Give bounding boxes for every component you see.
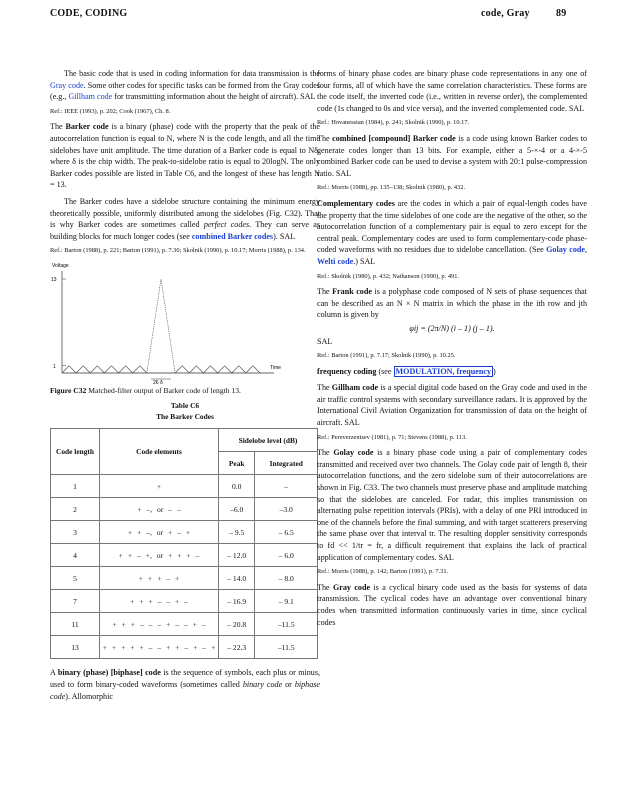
cell-length: 13 — [51, 636, 100, 659]
reference-line: Ref.: Skolnik (1980), p. 432; Nathanson (1990), p. 491. — [317, 272, 460, 280]
sidelobe-mark — [232, 366, 246, 373]
cell-elements: + + – +, or + + + – — [100, 544, 219, 567]
cell-length: 11 — [51, 613, 100, 636]
x-span-label: 26 δ — [153, 379, 163, 386]
table-title: Table C6 The Barker Codes — [156, 401, 214, 421]
cell-peak: – 22.3 — [219, 636, 255, 659]
frank-formula: φij = (2π/N) (i – 1) (j – 1). — [409, 323, 495, 333]
reference-line: Ref.: Barton (1991), p. 7.17; Skolnik (1990), p. 10.25. — [317, 352, 456, 360]
cell-peak: – 14.0 — [219, 567, 255, 590]
combined-barker-link[interactable]: combined Barker codes — [191, 231, 274, 241]
cell-elements: + — [100, 475, 219, 498]
cell-peak: – 12.0 — [219, 544, 255, 567]
sidelobe-mark — [76, 366, 90, 373]
frank-code-paragraph: The Frank code is a polyphase code composed of N sets of phase sequences that can be described as an N × N matrix in which the phase in the ith row and jth column is given by — [317, 287, 587, 320]
barker-code-paragraph: The Barker code is a binary (phase) code with the property that the peak of the autocorrelation function is equal to N, where N is the code length, and all the time sidelobes have unit amplitude. The time duration of a Barker code is equal to Nδ, where δ is the chip width. The peak-to-sidelobe ratio is equal to 20logN. The only Barker codes possible are listed in Table C6, and the longest of these has length N = 13. — [50, 122, 321, 190]
cell-elements: + + + – – – + – – + – — [100, 613, 219, 636]
cell-peak: – 16.9 — [219, 590, 255, 613]
figure-caption: Figure C32 Matched-filter output of Barker code of length 13. — [50, 385, 241, 395]
sidelobe-mark — [133, 366, 147, 373]
figure-c32 — [50, 261, 320, 386]
table-row — [51, 498, 318, 521]
table-row — [51, 521, 318, 544]
cell-length: 4 — [51, 544, 100, 567]
sidelobe-mark — [189, 366, 203, 373]
barker-sidelobe-paragraph: The Barker codes have a sidelobe structure containing the minimum energy theoretically possible, uniformly distributed among the sidelobes (Fig. C32). That is why Barker codes are sometimes called perfect codes. They can serve as building blocks for much longer codes (see combined Barker codes). SAL — [50, 196, 320, 241]
col-header-peak: Peak — [219, 452, 255, 475]
sidelobe-mark — [104, 366, 118, 373]
cell-integrated: –11.5 — [255, 636, 318, 659]
running-header-left: CODE, CODING — [50, 8, 128, 19]
right-column — [317, 68, 587, 633]
cell-length: 1 — [51, 475, 100, 498]
frank-sal: SAL — [317, 337, 333, 347]
col-header-length: Code length — [51, 429, 100, 475]
table-row — [51, 636, 318, 659]
cell-elements: + + –, or + – + — [100, 521, 219, 544]
cell-length: 7 — [51, 590, 100, 613]
cell-elements: + + + + + – – + + – + – + — [100, 636, 219, 659]
frequency-coding-entry: frequency coding (see MODULATION, frequency ) — [317, 366, 496, 376]
table-row — [51, 475, 318, 498]
cell-length: 3 — [51, 521, 100, 544]
binary-phase-code-paragraph: A binary (phase) [biphase] code is the sequence of symbols, each plus or minus, used to form binary-coded waveforms (sometimes called binary code or biphase code). Allomorphic — [50, 668, 321, 701]
col-header-elements: Code elements — [100, 429, 219, 475]
table-row — [51, 590, 318, 613]
cell-integrated: – 6.5 — [255, 521, 318, 544]
cell-peak: – 20.8 — [219, 613, 255, 636]
sidelobe-mark — [246, 366, 260, 373]
welti-code-link[interactable]: Welti code — [317, 256, 354, 266]
cell-length: 2 — [51, 498, 100, 521]
gray-intro-paragraph: The basic code that is used in coding information for data transmission is the Gray code. Some other codes for specific tasks can be formed from the Gray codes (e.g., Gillham code for transmitting information about the height of aircraft). SAL — [50, 69, 321, 102]
gray-code-link[interactable]: Gray code — [50, 80, 84, 90]
gillham-code-link[interactable]: Gillham code — [68, 92, 113, 102]
cell-integrated: – 6.0 — [255, 544, 318, 567]
sidelobe-mark — [119, 366, 133, 373]
combined-barker-paragraph: The combined [compound] Barker code is a code using known Barker codes to generate codes longer than 13 bits. For example, either a 5-×-4 or a 4-×-5 combined Barker code can be used to devise a system with 20:1 pulse-compression ratio. SAL — [317, 133, 588, 178]
allomorphic-forms-paragraph: forms of binary phase codes are binary phase code representations in any one of four forms, all of which have the same correlation characteristics. These forms are the code itself, the inverted code (i.e., written in reverse order), the complemented code (1s changed to 0s and vice versa), and the inverted complemented code. SAL — [317, 69, 587, 113]
y-tick-label-1: 1 — [53, 363, 56, 370]
cell-integrated: – 8.0 — [255, 567, 318, 590]
left-column — [50, 68, 320, 707]
complementary-codes-paragraph: Complementary codes are the codes in which a pair of equal-length codes have the property that the time sidelobes of one code are the negative of the other, so the autocorrelation function of a complementary pair is equal to zero except for the central peak. Complementary codes are used to form complementary-code phase-coded waveforms with no residues due to sidelobe cancellation. (See Golay code, Welti code.) SAL — [317, 198, 587, 266]
cell-elements: + –, or – – — [100, 498, 219, 521]
sidelobe-mark — [62, 366, 76, 373]
cell-peak: –6.0 — [219, 498, 255, 521]
golay-code-paragraph: The Golay code is a binary phase code using a pair of complementary codes transmitted and received over two channels. The Golay code pair of length 8, their autocorrelation functions, and the zero sidelobe sum of their autocorrelations are shown in Fig. C33. The two channels must preserve phase and amplitude matching so that the sidelobes are canceled. For radar, this implies transmission on alternating pulse repetition intervals (PRIs), with a delay of one PRI introduced in one of the channels before the final summing, and with target scatterers preserving the same phase over that interval tr. The resulting doppler sensitivity corresponds to fd << 1/tr = fr, a difficult requirement that explains the lack of practical application of complementary codes. SAL — [317, 448, 587, 562]
modulation-frequency-link[interactable]: MODULATION, frequency — [395, 366, 491, 376]
sidelobe-mark — [90, 366, 104, 373]
matched-filter-chart — [50, 261, 320, 386]
barker-codes-table — [50, 428, 318, 659]
gray-code-paragraph: The Gray code is a cyclical binary code used as the basis for systems of data transmission. The cyclical codes have an advantage over conventional binary codes when transmitted information continuously varies in time, since cyclical codes — [317, 582, 587, 627]
cell-integrated: –11.5 — [255, 613, 318, 636]
col-header-sidelobe: Sidelobe level (dB) — [219, 429, 318, 452]
cell-integrated: – — [255, 475, 318, 498]
gillham-code-paragraph: The Gillham code is a special digital code based on the Gray code and used in the air traffic control systems with secondary surveillance radars. It is approved by the International Civil Aviation Organization for transmission of data on the height of aircraft. SAL — [317, 383, 587, 428]
sidelobe-mark — [203, 366, 217, 373]
reference-line: Ref.: IEEE (1993), p. 202; Cook (1967), Ch. 8. — [50, 107, 171, 115]
table-row — [51, 613, 318, 636]
running-header-right: code, Gray — [481, 8, 530, 19]
reference-line: Ref.: Morris (1988), pp. 135–138; Skolnik (1980), p. 432. — [317, 184, 466, 192]
sidelobe-mark — [218, 366, 232, 373]
col-header-integrated: Integrated — [255, 452, 318, 475]
cell-integrated: – 9.1 — [255, 590, 318, 613]
reference-line: Ref.: Pereverzentsev (1981), p. 71; Stevens (1988), p. 113. — [317, 433, 467, 441]
cell-length: 5 — [51, 567, 100, 590]
main-peak-mark — [147, 279, 175, 373]
cell-elements: + + + – – + – — [100, 590, 219, 613]
cell-peak: 0.0 — [219, 475, 255, 498]
y-axis-label: Voltage — [52, 262, 69, 269]
sidelobe-mark — [175, 366, 189, 373]
cell-peak: – 9.5 — [219, 521, 255, 544]
y-tick-label-13: 13 — [51, 276, 57, 283]
table-row — [51, 544, 318, 567]
reference-line: Ref.: Hovanessian (1984), p. 241; Skolnik (1990), p. 10.17. — [317, 119, 470, 127]
golay-code-link[interactable]: Golay code — [546, 245, 585, 255]
table-row — [51, 567, 318, 590]
page-number: 89 — [556, 8, 567, 19]
cell-elements: + + + – + — [100, 567, 219, 590]
reference-line: Ref.: Morris (1988), p. 142; Barton (1991), p. 7.31. — [317, 568, 449, 576]
cell-integrated: –3.0 — [255, 498, 318, 521]
x-axis-label: Time — [270, 364, 281, 371]
reference-line: Ref.: Barton (1988), p. 221; Barton (1991), p. 7.30; Skolnik (1990), p. 10.17; Morris (1988), p. 134. — [50, 247, 306, 255]
